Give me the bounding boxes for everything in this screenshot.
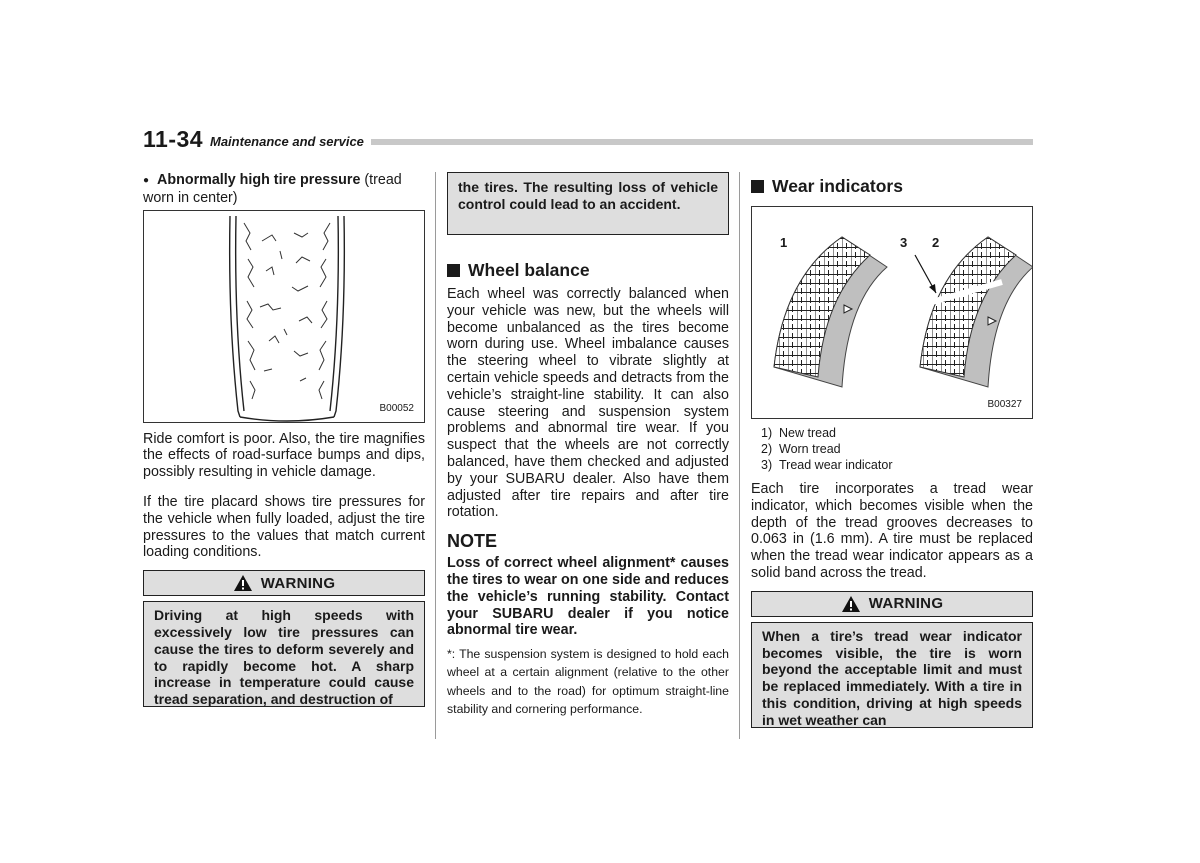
figure-code: B00327 — [987, 399, 1022, 410]
heading-text: Wheel balance — [468, 260, 590, 280]
warning-triangle-icon — [233, 574, 253, 592]
wear-indicator-drawing — [752, 207, 1032, 418]
callout-label: 2 — [932, 235, 940, 250]
legend-item: 2) Worn tread — [761, 442, 841, 456]
column-divider — [739, 172, 740, 739]
tire-figure-center-wear — [143, 210, 425, 423]
legend-item: 3) Tread wear indicator — [761, 458, 893, 472]
warning-header — [751, 591, 1033, 617]
paragraph: Each wheel was correctly balanced when your vehicle was new, but the wheels will become unbalanced as the tires become worn during use. Wheel imbalance causes the steering wheel to vibrate slightly at certain vehicle speeds and detracts from the vehicle’s straight-line stability. It can also cause steering and suspension system problems and abnormal tire wear. If you suspect that the wheels are not correctly balanced, have them checked and adjusted by your SUBARU dealer. Also have them adjusted after tire repairs and after tire rotation. — [447, 286, 729, 521]
section-heading — [447, 260, 729, 281]
bullet-dot-icon: ● — [143, 175, 150, 186]
header-rule — [371, 139, 1033, 145]
heading-text: Wear indicators — [772, 176, 903, 196]
page-header — [143, 124, 1033, 154]
paragraph: Each tire incorporates a tread wear indicator, which becomes visible when the depth of the tread grooves decreases to 0.063 in (1.6 mm). A tire must be replaced when the tread wear indicator appears as a solid band across the tread. — [751, 481, 1033, 581]
warning-text: the tires. The resulting loss of vehicle control could lead to an accident. — [458, 179, 718, 212]
tire-tread-drawing — [144, 211, 424, 422]
warning-box-continued — [447, 172, 729, 235]
note-text: Loss of correct wheel alignment* causes the tires to wear on one side and reduces the vehicle’s running stability. Contact your SUBARU dealer if you notice abnormal tire wear. — [447, 555, 729, 639]
warning-box — [143, 601, 425, 707]
page-number: 11-34 — [143, 126, 204, 152]
figure-legend — [751, 425, 1033, 473]
warning-text: Driving at high speeds with excessively low tire pressures can cause the tires to deform severely and to rapidly become hot. A sharp increase in temperature could cause tread separation, and destruction of — [154, 607, 414, 708]
section-title: Maintenance and service — [210, 134, 364, 149]
bullet-item — [143, 172, 425, 207]
note-title: NOTE — [447, 531, 498, 552]
legend-item: 1) New tread — [761, 426, 836, 440]
paragraph: If the tire placard shows tire pressures for the vehicle when fully loaded, adjust the tire pressures to the values that match current loading conditions. — [143, 493, 425, 561]
figure-code: B00052 — [379, 402, 414, 414]
callout-label: 3 — [900, 235, 908, 250]
column-left — [143, 172, 425, 707]
warning-title: WARNING — [260, 574, 336, 592]
wear-indicator-figure — [751, 206, 1033, 419]
warning-box — [751, 622, 1033, 728]
warning-header — [143, 570, 425, 596]
callout-label: 1 — [780, 235, 788, 250]
square-bullet-icon — [751, 180, 764, 193]
footnote: *: The suspension system is designed to hold each wheel at a certain alignment (relative to the other wheels and to the road) for optimum straight-line stability and cornering performance. — [447, 647, 729, 717]
column-middle — [447, 172, 729, 718]
warning-text: When a tire’s tread wear indicator becomes visible, the tire is worn beyond the acceptable limit and must be replaced immediately. With a tire in this condition, driving at high speeds in wet weather can — [762, 627, 1022, 728]
column-divider — [435, 172, 436, 739]
paragraph: Ride comfort is poor. Also, the tire magnifies the effects of road-surface bumps and dips, possibly resulting in vehicle damage. — [143, 430, 425, 481]
square-bullet-icon — [447, 264, 460, 277]
column-right — [751, 172, 1033, 728]
warning-title: WARNING — [868, 595, 944, 613]
warning-triangle-icon — [841, 595, 861, 613]
bullet-rest: (tread worn in center) — [143, 172, 402, 206]
section-heading — [751, 176, 1033, 197]
bullet-bold: Abnormally high tire pressure — [157, 172, 361, 188]
